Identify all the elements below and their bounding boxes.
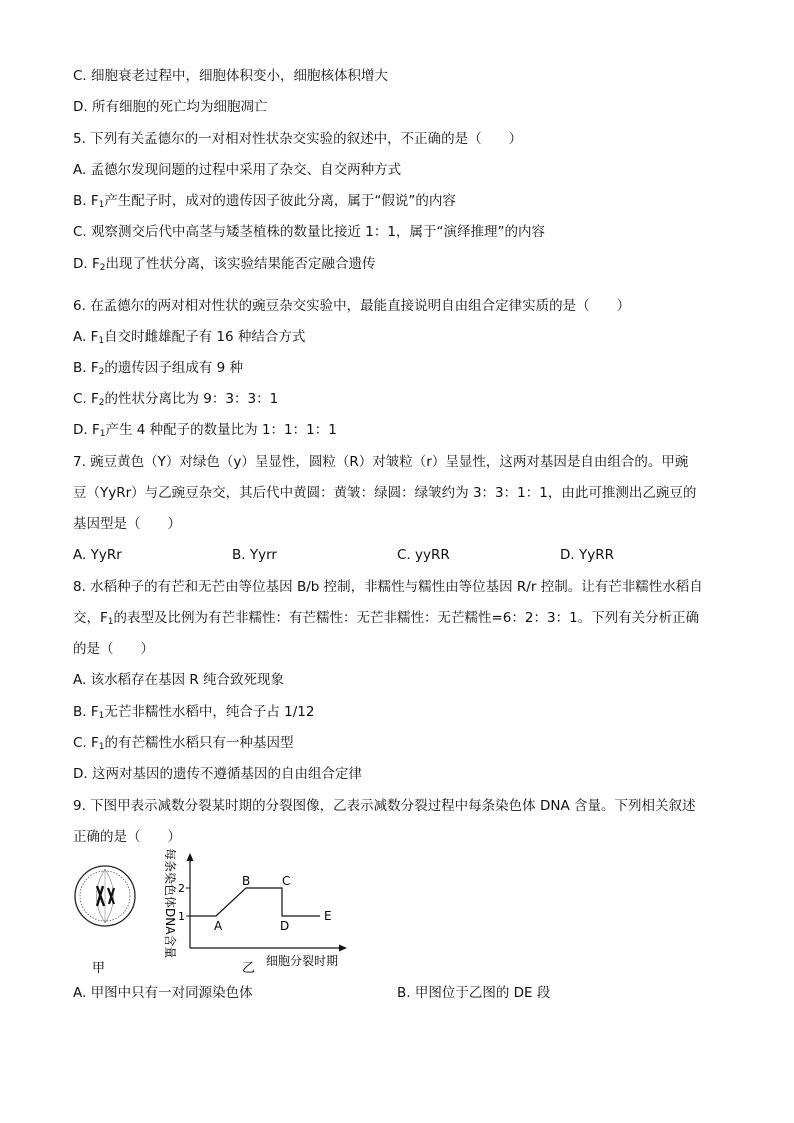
q7-option-c: C. yyRR (397, 547, 450, 563)
q6-option-d: D. $F_1$产生 4 种配子的数量比为 1：1：1：1 (73, 422, 337, 439)
q9-option-a: A. 甲图中只有一对同源染色体 (73, 985, 253, 1001)
q7-option-a: A. YyRr (73, 547, 122, 563)
q5-stem: 5. 下列有关孟德尔的一对相对性状杂交实验的叙述中，不正确的是（ ） (73, 131, 523, 147)
q5-option-d: D. $F_2$出现了性状分离，该实验结果能否定融合遗传 (73, 256, 376, 273)
q7-stem-line2: 豆（YyRr）与乙豌豆杂交，其后代中黄圆：黄皱：绿圆：绿皱约为 3：3：1：1，由此可推测出乙豌豆的 (73, 485, 697, 501)
q8-stem-line2: 交，$F_1$的表型及比例为有芒非糯性：有芒糯性：无芒非糯性：无芒糯性=6：2：3：1。下列有关分析正确 (73, 610, 700, 627)
point-d: D (280, 919, 290, 933)
q4-option-d: D. 所有细胞的死亡均为细胞凋亡 (73, 99, 268, 115)
y-tick-2: 2 (178, 882, 185, 895)
q8-option-b: B. $F_1$无芒非糯性水稻中，纯合子占 1/12 (73, 704, 315, 721)
q7-stem-line1: 7. 豌豆黄色（Y）对绿色（y）呈显性，圆粒（R）对皱粒（r）呈显性，这两对基因是自由组合的。甲豌 (73, 454, 689, 470)
y-tick-1: 1 (178, 910, 185, 923)
y-axis-label: 每条染色体DNA含量 (163, 848, 177, 959)
q6-option-b: B. $F_2$的遗传因子组成有 9 种 (73, 360, 244, 377)
point-a: A (214, 919, 223, 933)
cell-diagram (75, 866, 135, 926)
q9-figure (66, 848, 366, 978)
q5-option-c: C. 观察测交后代中高茎与矮茎植株的数量比接近 1：1，属于“演绎推理”的内容 (73, 224, 545, 240)
q7-stem-line3: 基因型是（ ） (73, 516, 181, 532)
q9-stem-line1: 9. 下图甲表示减数分裂某时期的分裂图像，乙表示减数分裂过程中每条染色体 DNA 含量。下列相关叙述 (73, 798, 696, 814)
x-axis-label: 细胞分裂时期 (266, 954, 339, 968)
q8-stem-line3: 的是（ ） (73, 641, 154, 657)
q4-option-c: C. 细胞衰老过程中，细胞体积变小，细胞核体积增大 (73, 68, 389, 84)
q6-stem: 6. 在孟德尔的两对相对性状的豌豆杂交实验中，最能直接说明自由组合定律实质的是（ ） (73, 298, 631, 314)
label-yi: 乙 (242, 961, 256, 976)
point-b: B (242, 874, 251, 888)
dna-content-graph (163, 848, 347, 976)
q7-option-b: B. Yyrr (232, 547, 277, 563)
label-jia: 甲 (92, 961, 106, 976)
q6-option-a: A. $F_1$自交时雌雄配子有 16 种结合方式 (73, 329, 306, 346)
q7-option-d: D. YyRR (560, 547, 614, 563)
point-c: C (282, 874, 291, 888)
q8-option-d: D. 这两对基因的遗传不遵循基因的自由组合定律 (73, 766, 362, 782)
q8-option-c: C. $F_1$的有芒糯性水稻只有一种基因型 (73, 735, 294, 752)
q5-option-b: B. $F_1$产生配子时，成对的遗传因子彼此分离，属于“假说”的内容 (73, 193, 456, 210)
q5-option-a: A. 孟德尔发现问题的过程中采用了杂交、自交两种方式 (73, 162, 402, 178)
q8-stem-line1: 8. 水稻种子的有芒和无芒由等位基因 B/b 控制，非糯性与糯性由等位基因 R/r 控制。让有芒非糯性水稻自 (73, 579, 703, 595)
q6-option-c: C. $F_2$的性状分离比为 9：3：3：1 (73, 391, 279, 408)
q8-option-a: A. 该水稻存在基因 R 纯合致死现象 (73, 672, 285, 688)
point-e: E (324, 909, 332, 923)
q9-option-b: B. 甲图位于乙图的 DE 段 (397, 985, 551, 1001)
q9-stem-line2: 正确的是（ ） (73, 829, 181, 845)
